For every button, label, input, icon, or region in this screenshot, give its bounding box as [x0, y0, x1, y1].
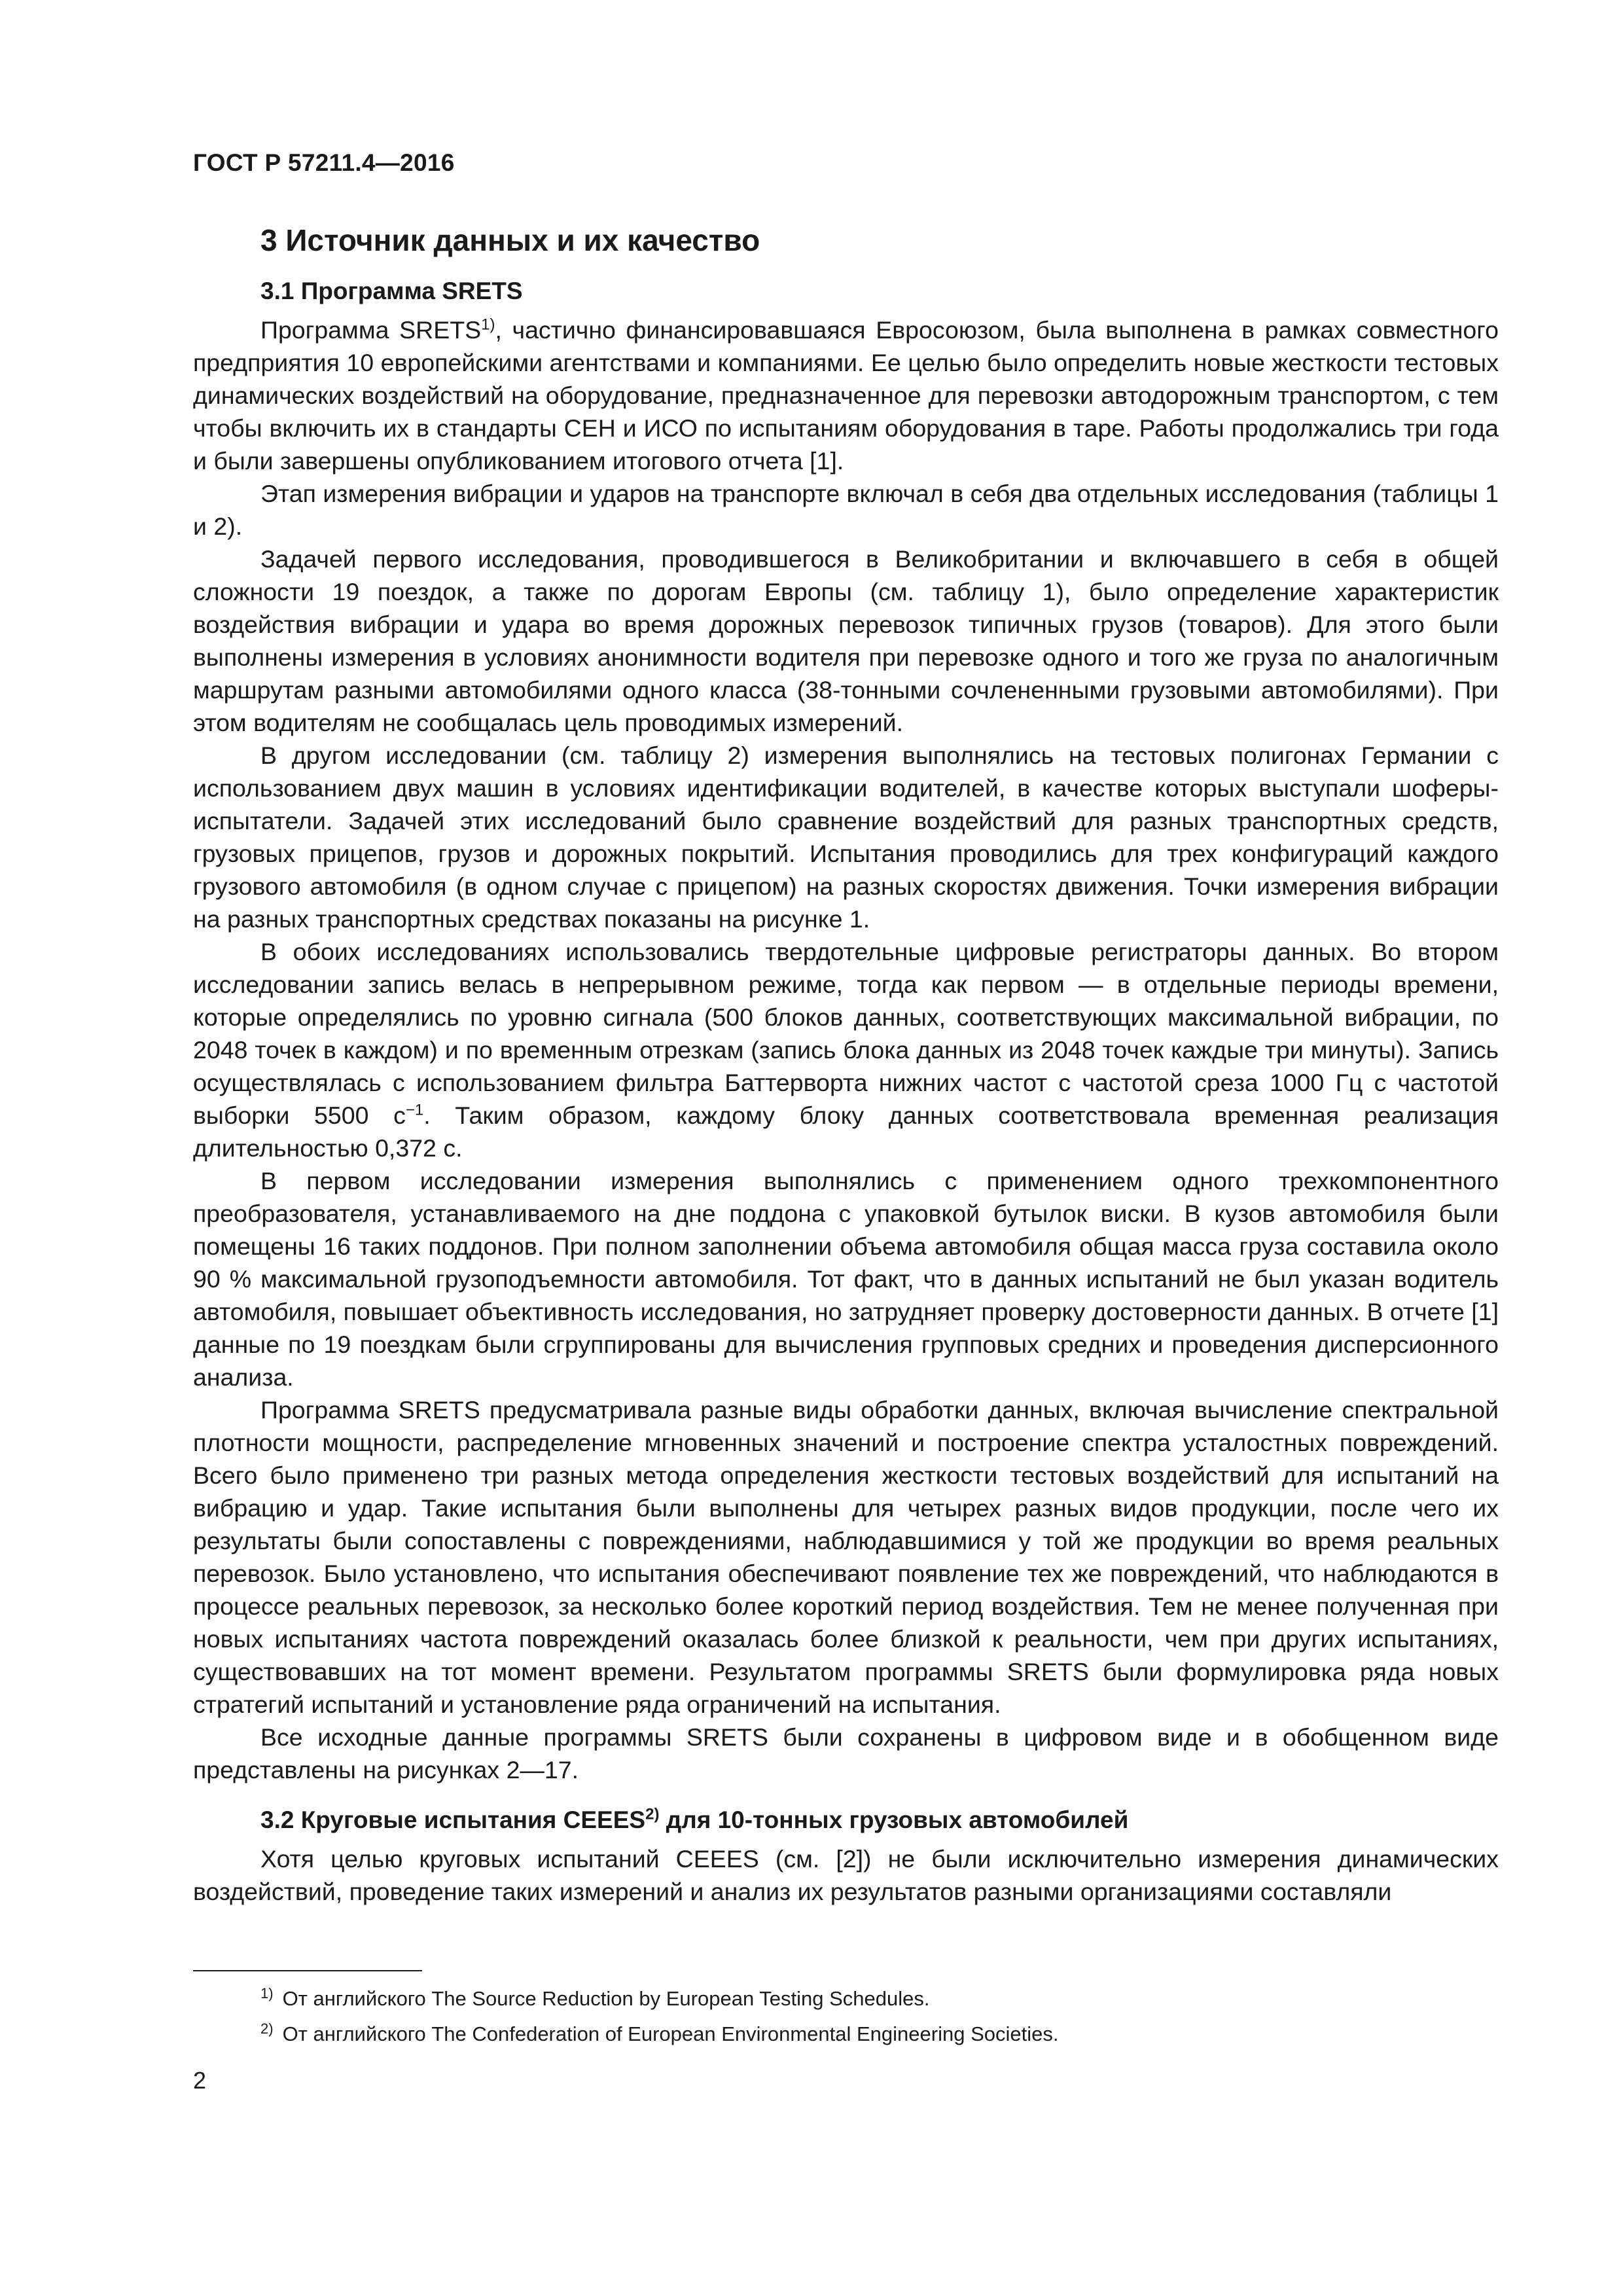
footnote-1 — [260, 1984, 1499, 2013]
unit-exponent: −1 — [405, 1101, 424, 1119]
main-content — [193, 223, 1499, 1908]
footnote-divider — [193, 1970, 422, 1971]
paragraph-text: Программа SRETS — [260, 316, 482, 344]
paragraph: Все исходные данные программы SRETS были сохранены в цифровом виде и в обобщенном виде представлены на рисунках 2—17. — [193, 1723, 1499, 1784]
section-3-title: 3 Источник данных и их качество — [260, 223, 760, 257]
footnote-mark: 2) — [260, 2020, 274, 2037]
footnotes — [193, 1970, 1499, 2055]
page-number: 2 — [193, 2067, 207, 2094]
footnote-2 — [260, 2020, 1499, 2049]
paragraph: В первом исследовании измерения выполнялись с применением одного трехкомпонентного преобразователя, устанавливаемого на дне поддона с упаковкой бутылок виски. В кузов автомобиля были помещены 16 таких поддонов. При полном заполнении объема автомобиля общая масса груза составила около 90 % максимальной грузоподъемности автомобиля. Тот факт, что в данных испытаний не был указан водитель автомобиля, повышает объективность исследования, но затрудняет проверку достоверности данных. В отчете [1] данные по 19 поездкам были сгруппированы для вычисления групповых средних и проведения дисперсионного анализа. — [193, 1167, 1499, 1391]
footnote-ref-2[interactable]: 2) — [645, 1805, 660, 1823]
section-3-2-title — [260, 1804, 1499, 1836]
standard-id-header: ГОСТ Р 57211.4—2016 — [193, 149, 455, 176]
section-3-2-body — [193, 1842, 1499, 1908]
paragraph-text: В обоих исследованиях использовались твердотельные цифровые регистраторы данных. Во втором исследовании запись велась в непрерывном режиме, тогда как первом — в отдельные периоды времени, которые определялись по уровню сигнала (500 блоков данных, соответствующих максимальной вибрации, по 2048 точек в каждом) и по временным отрезкам (запись блока данных из 2048 точек каждые три минуты). Запись осуществлялась с использованием фильтра Баттерворта нижних частот с частотой среза 1000 Гц с частотой выборки 5500 с — [193, 938, 1499, 1130]
paragraph: Этап измерения вибрации и ударов на транспорте включал в себя два отдельных исследования (таблицы 1 и 2). — [193, 480, 1499, 541]
paragraph-text: , частично финансировавшаяся Евросоюзом, была выполнена в рамках совместного предприятия 10 европейскими агентствами и компаниями. Ее целью было определить новые жесткости тестовых динамических воздействий на оборудование, предназначенное для перевозки автодорожным транспортом, с тем чтобы включить их в стандарты СЕН и ИСО по испытаниям оборудования в таре. Работы продолжались три года и были завершены опубликованием итогового отчета [1]. — [193, 316, 1499, 475]
paragraph — [193, 314, 1499, 477]
paragraph — [193, 935, 1499, 1164]
section-3-1-title: 3.1 Программа SRETS — [260, 278, 523, 305]
section-3-1-body — [193, 314, 1499, 1786]
paragraph: Хотя целью круговых испытаний CEEES (см. [2]) не были исключительно измерения динамических воздействий, проведение таких измерений и анализ их результатов разными организациями составляли — [193, 1845, 1499, 1906]
paragraph: Программа SRETS предусматривала разные виды обработки данных, включая вычисление спектральной плотности мощности, распределение мгновенных значений и построение спектра усталостных повреждений. Всего было применено три разных метода определения жесткости тестовых воздействий для испытаний на вибрацию и удар. Такие испытания были выполнены для четырех разных видов продукции, после чего их результаты были сопоставлены с повреждениями, наблюдавшимися у той же продукции во время реальных перевозок. Было установлено, что испытания обеспечивают появление тех же повреждений, что наблюдаются в процессе реальных перевозок, за несколько более короткий период воздействия. Тем не менее полученная при новых испытаниях частота повреждений оказалась более близкой к реальности, чем при других испытаниях, существовавших на тот момент времени. Результатом программы SRETS были формулировка ряда новых стратегий испытаний и установление ряда ограничений на испытания. — [193, 1396, 1499, 1719]
paragraph: В другом исследовании (см. таблицу 2) измерения выполнялись на тестовых полигонах Германии с использованием двух машин в условиях идентификации водителей, в качестве которых выступали шоферы-испытатели. Задачей этих исследований было сравнение воздействий для разных транспортных средств, грузовых прицепов, грузов и дорожных покрытий. Испытания проводились для трех конфигураций каждого грузового автомобиля (в одном случае с прицепом) на разных скоростях движения. Точки измерения вибрации на разных транспортных средствах показаны на рисунке 1. — [193, 742, 1499, 933]
section-3-2-title-text: 3.2 Круговые испытания CEEES — [260, 1806, 646, 1834]
footnote-ref-1[interactable]: 1) — [481, 315, 495, 334]
footnote-text: От английского The Source Reduction by European Testing Schedules. — [282, 1987, 930, 2010]
footnote-text: От английского The Confederation of European Environmental Engineering Societies. — [282, 2022, 1059, 2045]
paragraph-text: . Таким образом, каждому блоку данных соответствовала временная реализация длительностью 0,372 с. — [193, 1102, 1499, 1162]
section-3-2-title-text: для 10-тонных грузовых автомобилей — [659, 1806, 1129, 1834]
footnote-mark: 1) — [260, 1984, 274, 2001]
paragraph: Задачей первого исследования, проводившегося в Великобритании и включавшего в себя в общей сложности 19 поездок, а также по дорогам Европы (см. таблицу 1), было определение характеристик воздействия вибрации и удара во время дорожных перевозок типичных грузов (товаров). Для этого были выполнены измерения в условиях анонимности водителя при перевозке одного и того же груза по аналогичным маршрутам разными автомобилями одного класса (38-тонными сочлененными грузовыми автомобилями). При этом водителям не сообщалась цель проводимых измерений. — [193, 545, 1499, 737]
